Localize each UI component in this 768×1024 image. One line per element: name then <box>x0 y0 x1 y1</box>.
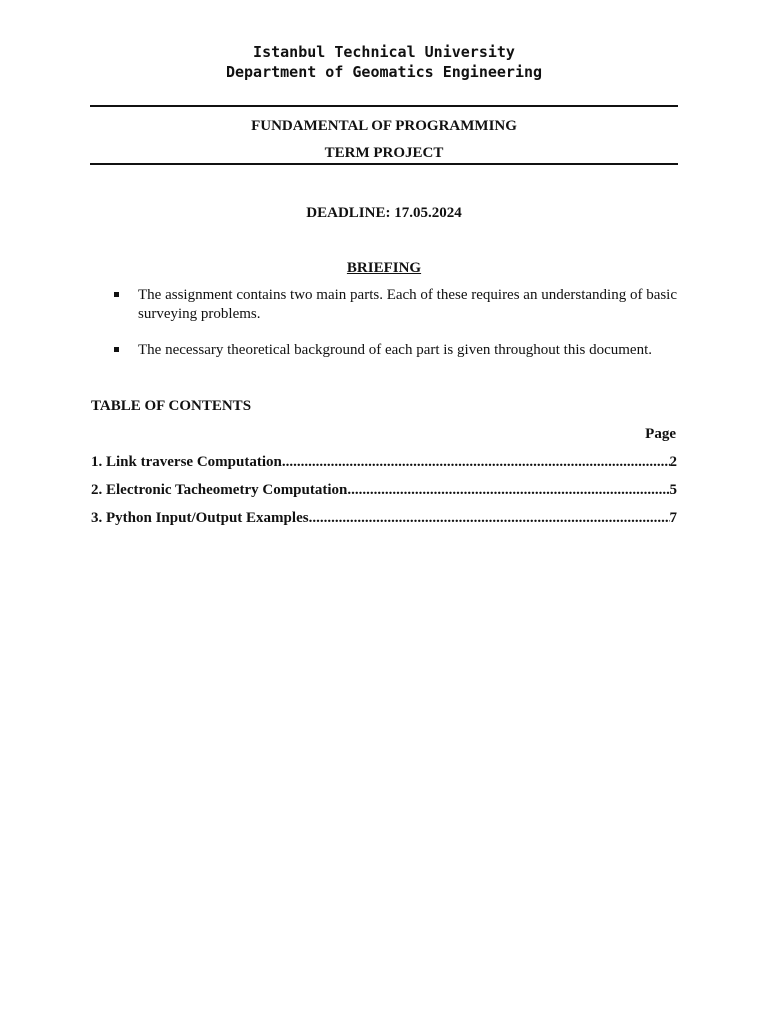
department-name: Department of Geomatics Engineering <box>225 63 543 81</box>
toc-entry-page: 7 <box>669 510 677 526</box>
briefing-list <box>112 286 682 324</box>
toc-entry-text: 3. Python Input/Output Examples <box>91 510 309 526</box>
top-rule <box>90 105 678 107</box>
course-title: FUNDAMENTAL OF PROGRAMMING <box>251 118 517 134</box>
toc-entry-electronic-tacheometry[interactable] <box>91 480 677 500</box>
briefing-list <box>112 341 682 360</box>
square-bullet-icon <box>114 292 119 297</box>
list-item <box>112 286 682 324</box>
toc-entry-link-traverse[interactable] <box>91 452 677 472</box>
toc-page-label: Page <box>645 426 676 442</box>
briefing-item-text: The assignment contains two main parts. Each of these requires an understanding of basic surveying problems. <box>138 287 678 322</box>
toc-leader-dots <box>347 480 669 500</box>
university-name: Istanbul Technical University <box>253 43 515 61</box>
deadline: DEADLINE: 17.05.2024 <box>306 205 462 221</box>
list-item <box>112 341 682 360</box>
toc-leader-dots <box>309 508 670 528</box>
toc-entry-page: 5 <box>669 482 677 498</box>
toc-entry-text: 2. Electronic Tacheometry Computation <box>91 482 348 498</box>
briefing-item-text: The necessary theoretical background of each part is given throughout this document. <box>138 342 652 358</box>
toc-entry-page: 2 <box>669 454 677 470</box>
toc-entry-text: 1. Link traverse Computation <box>91 454 282 470</box>
toc-entry-python-examples[interactable] <box>91 508 677 528</box>
toc-title: TABLE OF CONTENTS <box>91 398 252 414</box>
briefing-heading: BRIEFING <box>346 260 422 276</box>
toc-leader-dots <box>282 452 670 472</box>
square-bullet-icon <box>114 347 119 352</box>
bottom-rule <box>90 163 678 165</box>
project-title: TERM PROJECT <box>324 145 444 161</box>
